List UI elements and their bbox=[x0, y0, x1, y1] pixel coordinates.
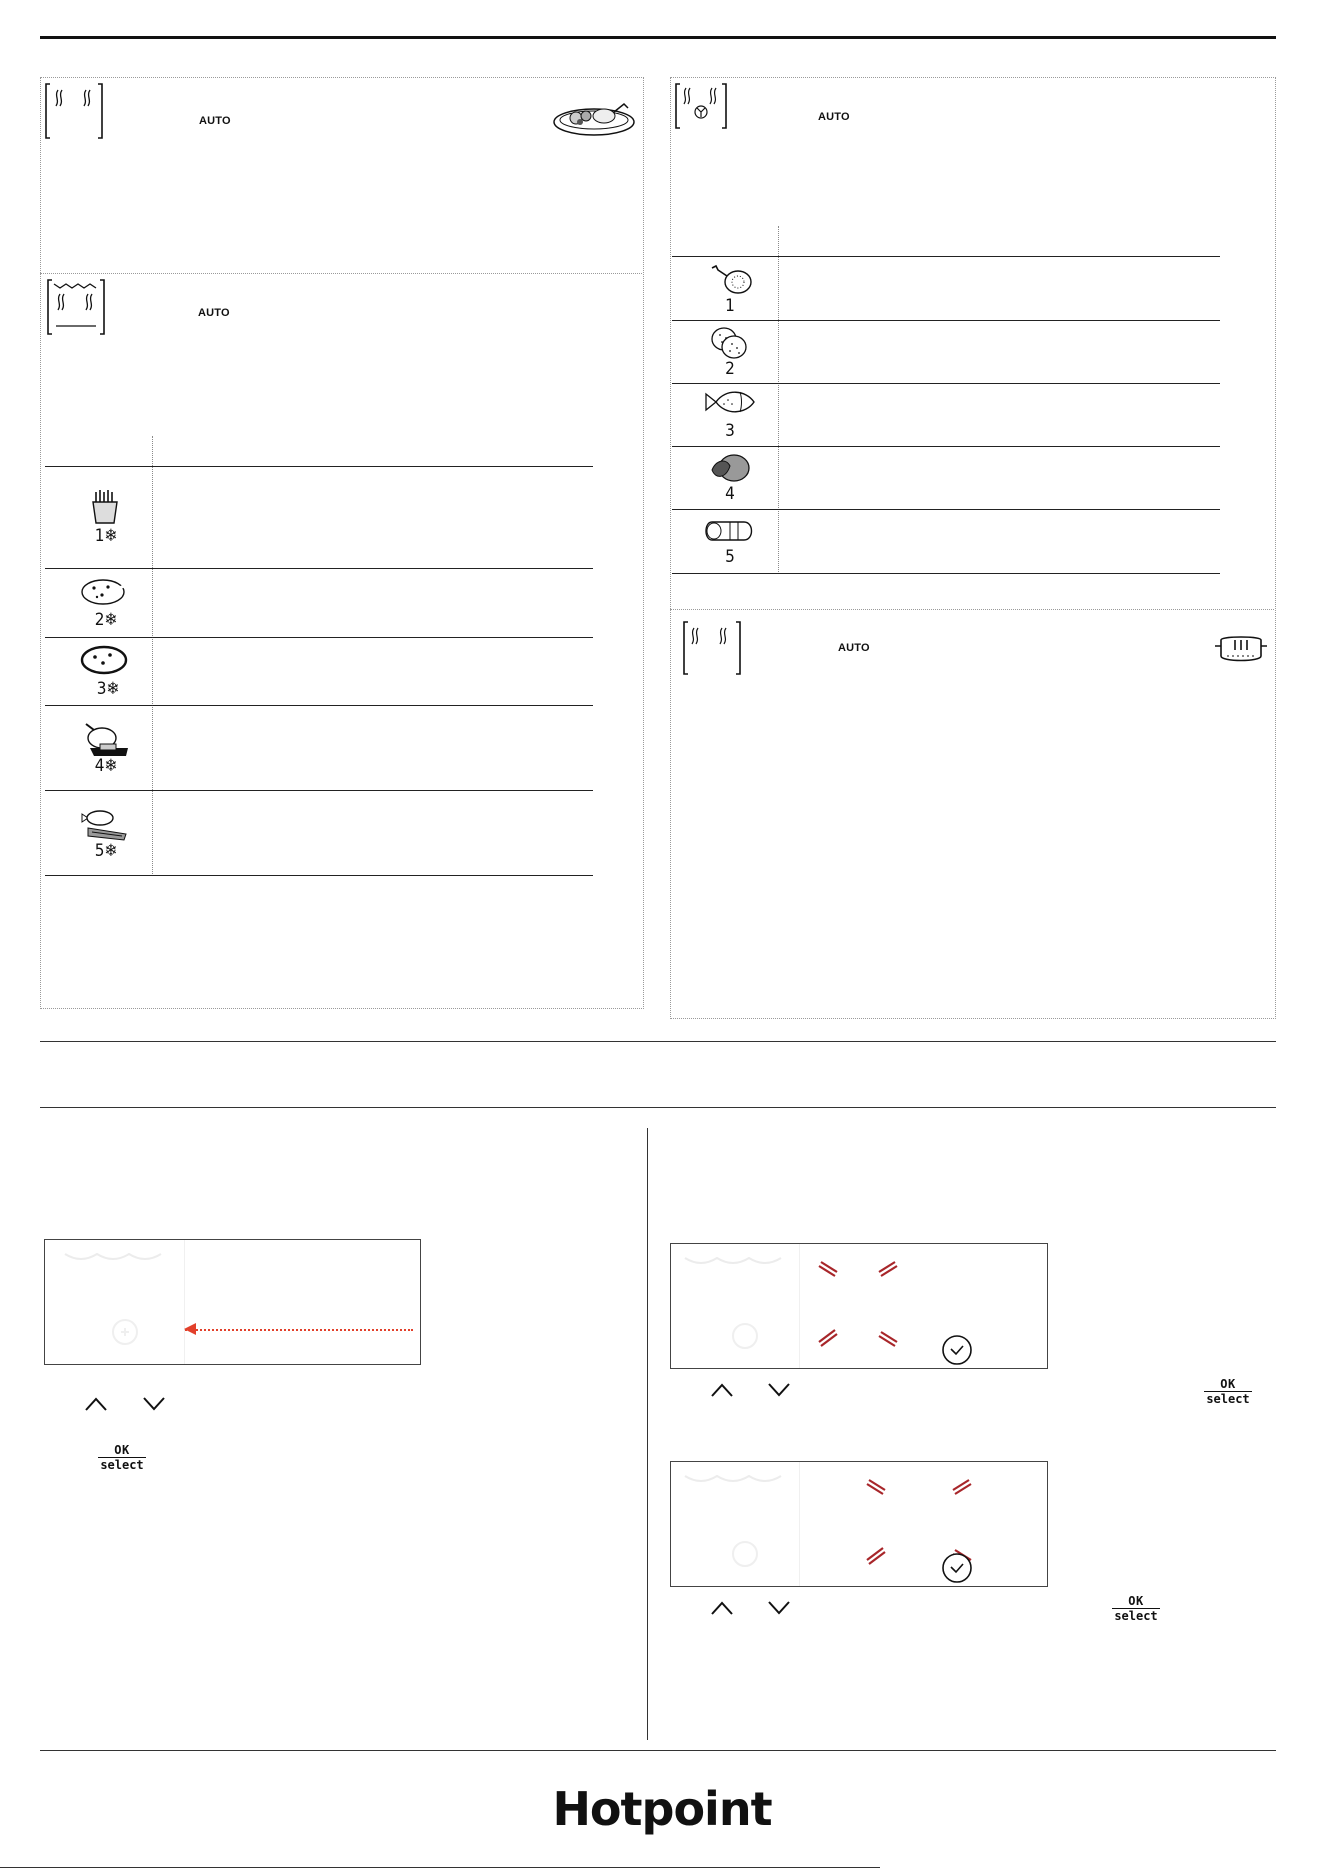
flashing-digits-icon bbox=[811, 1260, 911, 1356]
table-row-line bbox=[672, 256, 1220, 257]
table-row-line bbox=[672, 573, 1220, 574]
table-row-number: 3 bbox=[725, 421, 735, 441]
table-column-divider bbox=[152, 436, 153, 876]
left-panel bbox=[40, 77, 644, 1009]
table-row-number: 1 bbox=[725, 296, 735, 316]
table-row-line bbox=[672, 320, 1220, 321]
frozen-chicken-icon bbox=[78, 720, 130, 760]
oven-heating-icon bbox=[682, 620, 744, 676]
auto-label: AUTO bbox=[818, 111, 850, 123]
chevron-up-icon[interactable] bbox=[84, 1396, 108, 1412]
table-row-number: 2 bbox=[725, 359, 735, 379]
potatoes-icon bbox=[710, 326, 750, 360]
right-panel bbox=[670, 77, 1276, 1019]
table-row-number: 2❄ bbox=[94, 610, 118, 630]
top-rule bbox=[40, 36, 1276, 39]
footer-rule bbox=[40, 1750, 1276, 1751]
table-row-line bbox=[45, 466, 593, 467]
display-faded-icon bbox=[681, 1470, 811, 1580]
table-row-line bbox=[45, 875, 593, 876]
chevron-up-icon[interactable] bbox=[710, 1382, 734, 1398]
fries-icon bbox=[91, 490, 119, 524]
auto-label: AUTO bbox=[199, 115, 231, 127]
table-row-number: 4❄ bbox=[94, 756, 118, 776]
ok-label: OK bbox=[1204, 1378, 1252, 1392]
section-rule bbox=[40, 1041, 1276, 1042]
page-bottom-rule bbox=[0, 1867, 880, 1868]
oven-heating-icon bbox=[44, 82, 106, 140]
ok-select-button[interactable] bbox=[1112, 1595, 1160, 1622]
table-row-number: 5 bbox=[725, 547, 735, 567]
display-faded-icon bbox=[681, 1252, 811, 1362]
clock-icon bbox=[941, 1552, 973, 1584]
chevron-up-icon[interactable] bbox=[710, 1600, 734, 1616]
table-row-line bbox=[672, 446, 1220, 447]
table-row-number: 5❄ bbox=[94, 841, 118, 861]
clock-icon bbox=[941, 1334, 973, 1366]
oven-fan-icon bbox=[674, 82, 730, 130]
meat-cut-icon bbox=[708, 452, 752, 484]
oven-grill-icon bbox=[46, 278, 108, 336]
pizza-icon bbox=[80, 645, 128, 675]
brand-logo: Hotpoint bbox=[552, 1782, 772, 1836]
table-column-divider bbox=[778, 226, 779, 574]
ok-select-button[interactable] bbox=[1204, 1378, 1252, 1405]
table-row-line bbox=[45, 637, 593, 638]
table-row-number: 1❄ bbox=[94, 526, 118, 546]
chicken-leg-icon bbox=[708, 264, 754, 296]
section-rule bbox=[40, 1107, 1276, 1108]
ok-select-button[interactable] bbox=[98, 1444, 146, 1471]
oven-display-end-time bbox=[670, 1461, 1048, 1587]
ok-label: OK bbox=[1112, 1595, 1160, 1609]
display-faded-icon bbox=[61, 1248, 191, 1358]
pizza-slice-icon bbox=[80, 578, 126, 606]
select-label: select bbox=[100, 1458, 144, 1472]
table-row-line bbox=[45, 568, 593, 569]
chevron-down-icon[interactable] bbox=[767, 1600, 791, 1616]
roast-platter-icon bbox=[552, 100, 636, 138]
select-label: select bbox=[1206, 1392, 1250, 1406]
auto-label: AUTO bbox=[198, 307, 230, 319]
select-label: select bbox=[1114, 1609, 1158, 1623]
right-panel-divider bbox=[670, 609, 1274, 610]
ok-label: OK bbox=[98, 1444, 146, 1458]
table-row-number: 3❄ bbox=[96, 679, 120, 699]
left-panel-divider bbox=[40, 273, 642, 274]
baking-dish-icon bbox=[1213, 632, 1269, 666]
table-row-number: 4 bbox=[725, 484, 735, 504]
table-row-line bbox=[672, 383, 1220, 384]
fish-icon bbox=[704, 388, 756, 416]
roast-joint-icon bbox=[704, 514, 756, 546]
chevron-down-icon[interactable] bbox=[767, 1382, 791, 1398]
table-row-line bbox=[672, 509, 1220, 510]
indicator-arrow-icon bbox=[182, 1321, 198, 1337]
chevron-down-icon[interactable] bbox=[142, 1396, 166, 1412]
oven-display bbox=[44, 1239, 421, 1365]
table-row-line bbox=[45, 790, 593, 791]
column-rule bbox=[647, 1128, 648, 1740]
auto-label: AUTO bbox=[838, 642, 870, 654]
table-row-line bbox=[45, 705, 593, 706]
indicator-line bbox=[185, 1329, 413, 1331]
oven-display-duration bbox=[670, 1243, 1048, 1369]
frozen-fish-icon bbox=[78, 804, 130, 844]
